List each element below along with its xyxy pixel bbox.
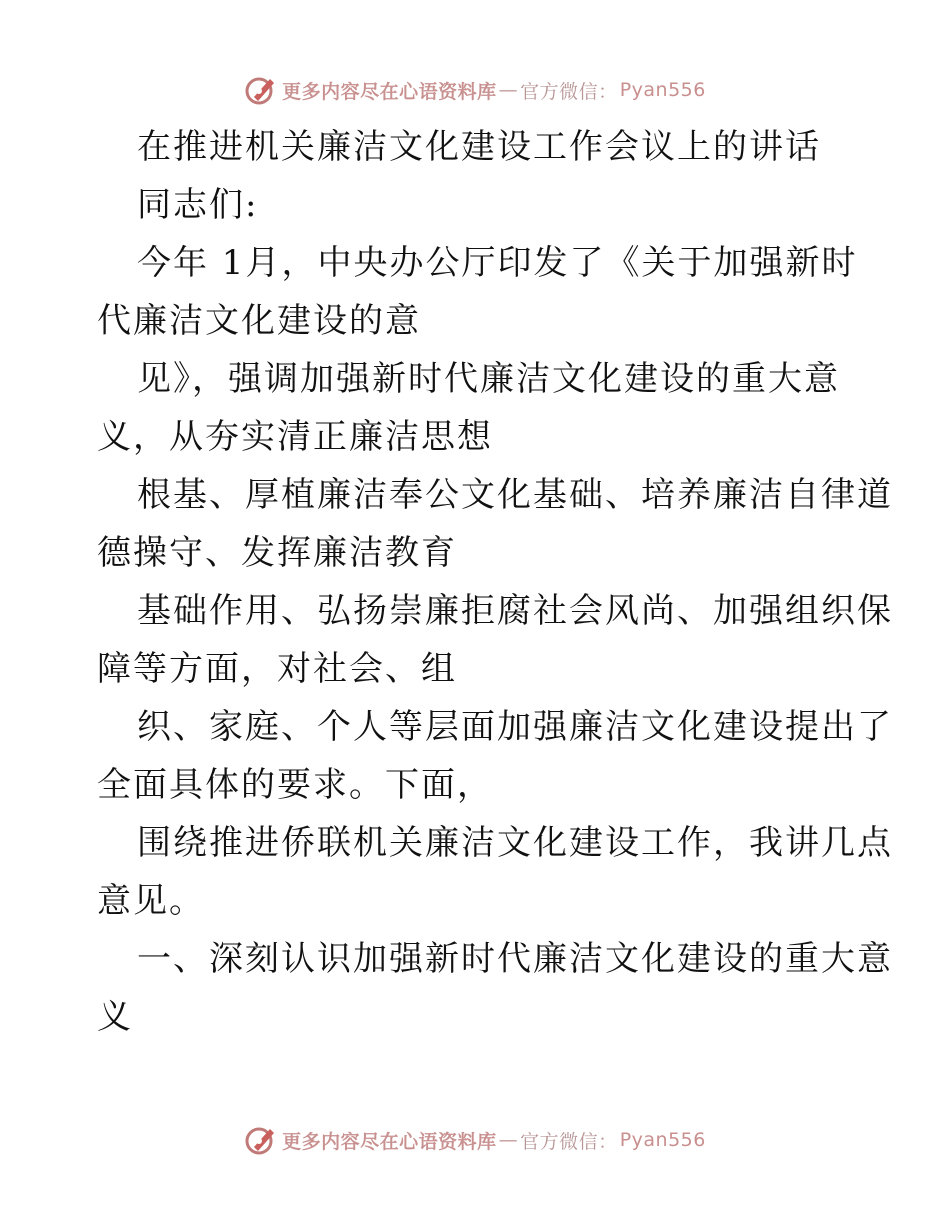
body-line: 障等方面，对社会、组 [97, 649, 457, 689]
watermark-brand: 更多内容尽在心语资料库 [282, 1130, 497, 1153]
body-line: 代廉洁文化建设的意 [97, 301, 421, 341]
watermark-wechat-id: Pyan556 [619, 1129, 706, 1151]
salutation: 同志们: [137, 185, 259, 225]
document-title: 在推进机关廉洁文化建设工作会议上的讲话 [137, 127, 821, 167]
pen-nib-circle-icon [244, 1123, 278, 1157]
watermark-separator: — [498, 1129, 519, 1151]
section-heading: 一、深刻认识加强新时代廉洁文化建设的重大意 [137, 939, 893, 979]
watermark-brand: 更多内容尽在心语资料库 [282, 80, 497, 103]
watermark-wechat-label: 官方微信： [520, 80, 618, 103]
document-body [97, 118, 893, 1046]
pen-nib-circle-icon [244, 73, 278, 107]
watermark-wechat-id: Pyan556 [619, 79, 706, 101]
section-heading-cont: 义 [97, 997, 133, 1037]
body-line: 见》，强调加强新时代廉洁文化建设的重大意 [137, 359, 840, 399]
body-line: 围绕推进侨联机关廉洁文化建设工作，我讲几点 [137, 823, 893, 863]
body-line: 织、家庭、个人等层面加强廉洁文化建设提出了 [137, 707, 893, 747]
body-line: 全面具体的要求。下面， [97, 765, 493, 805]
watermark-wechat-label: 官方微信： [520, 1130, 618, 1153]
body-line: 意见。 [97, 881, 205, 921]
body-line: 基础作用、弘扬崇廉拒腐社会风尚、加强组织保 [137, 591, 893, 631]
body-line: 今年 1月，中央办公厅印发了《关于加强新时 [137, 243, 858, 283]
body-line: 义，从夯实清正廉洁思想 [97, 417, 493, 457]
watermark-separator: — [498, 79, 519, 101]
watermark-header [0, 70, 950, 110]
body-line: 根基、厚植廉洁奉公文化基础、培养廉洁自律道 [137, 475, 893, 515]
body-line: 德操守、发挥廉洁教育 [97, 533, 457, 573]
watermark-footer [0, 1120, 950, 1160]
